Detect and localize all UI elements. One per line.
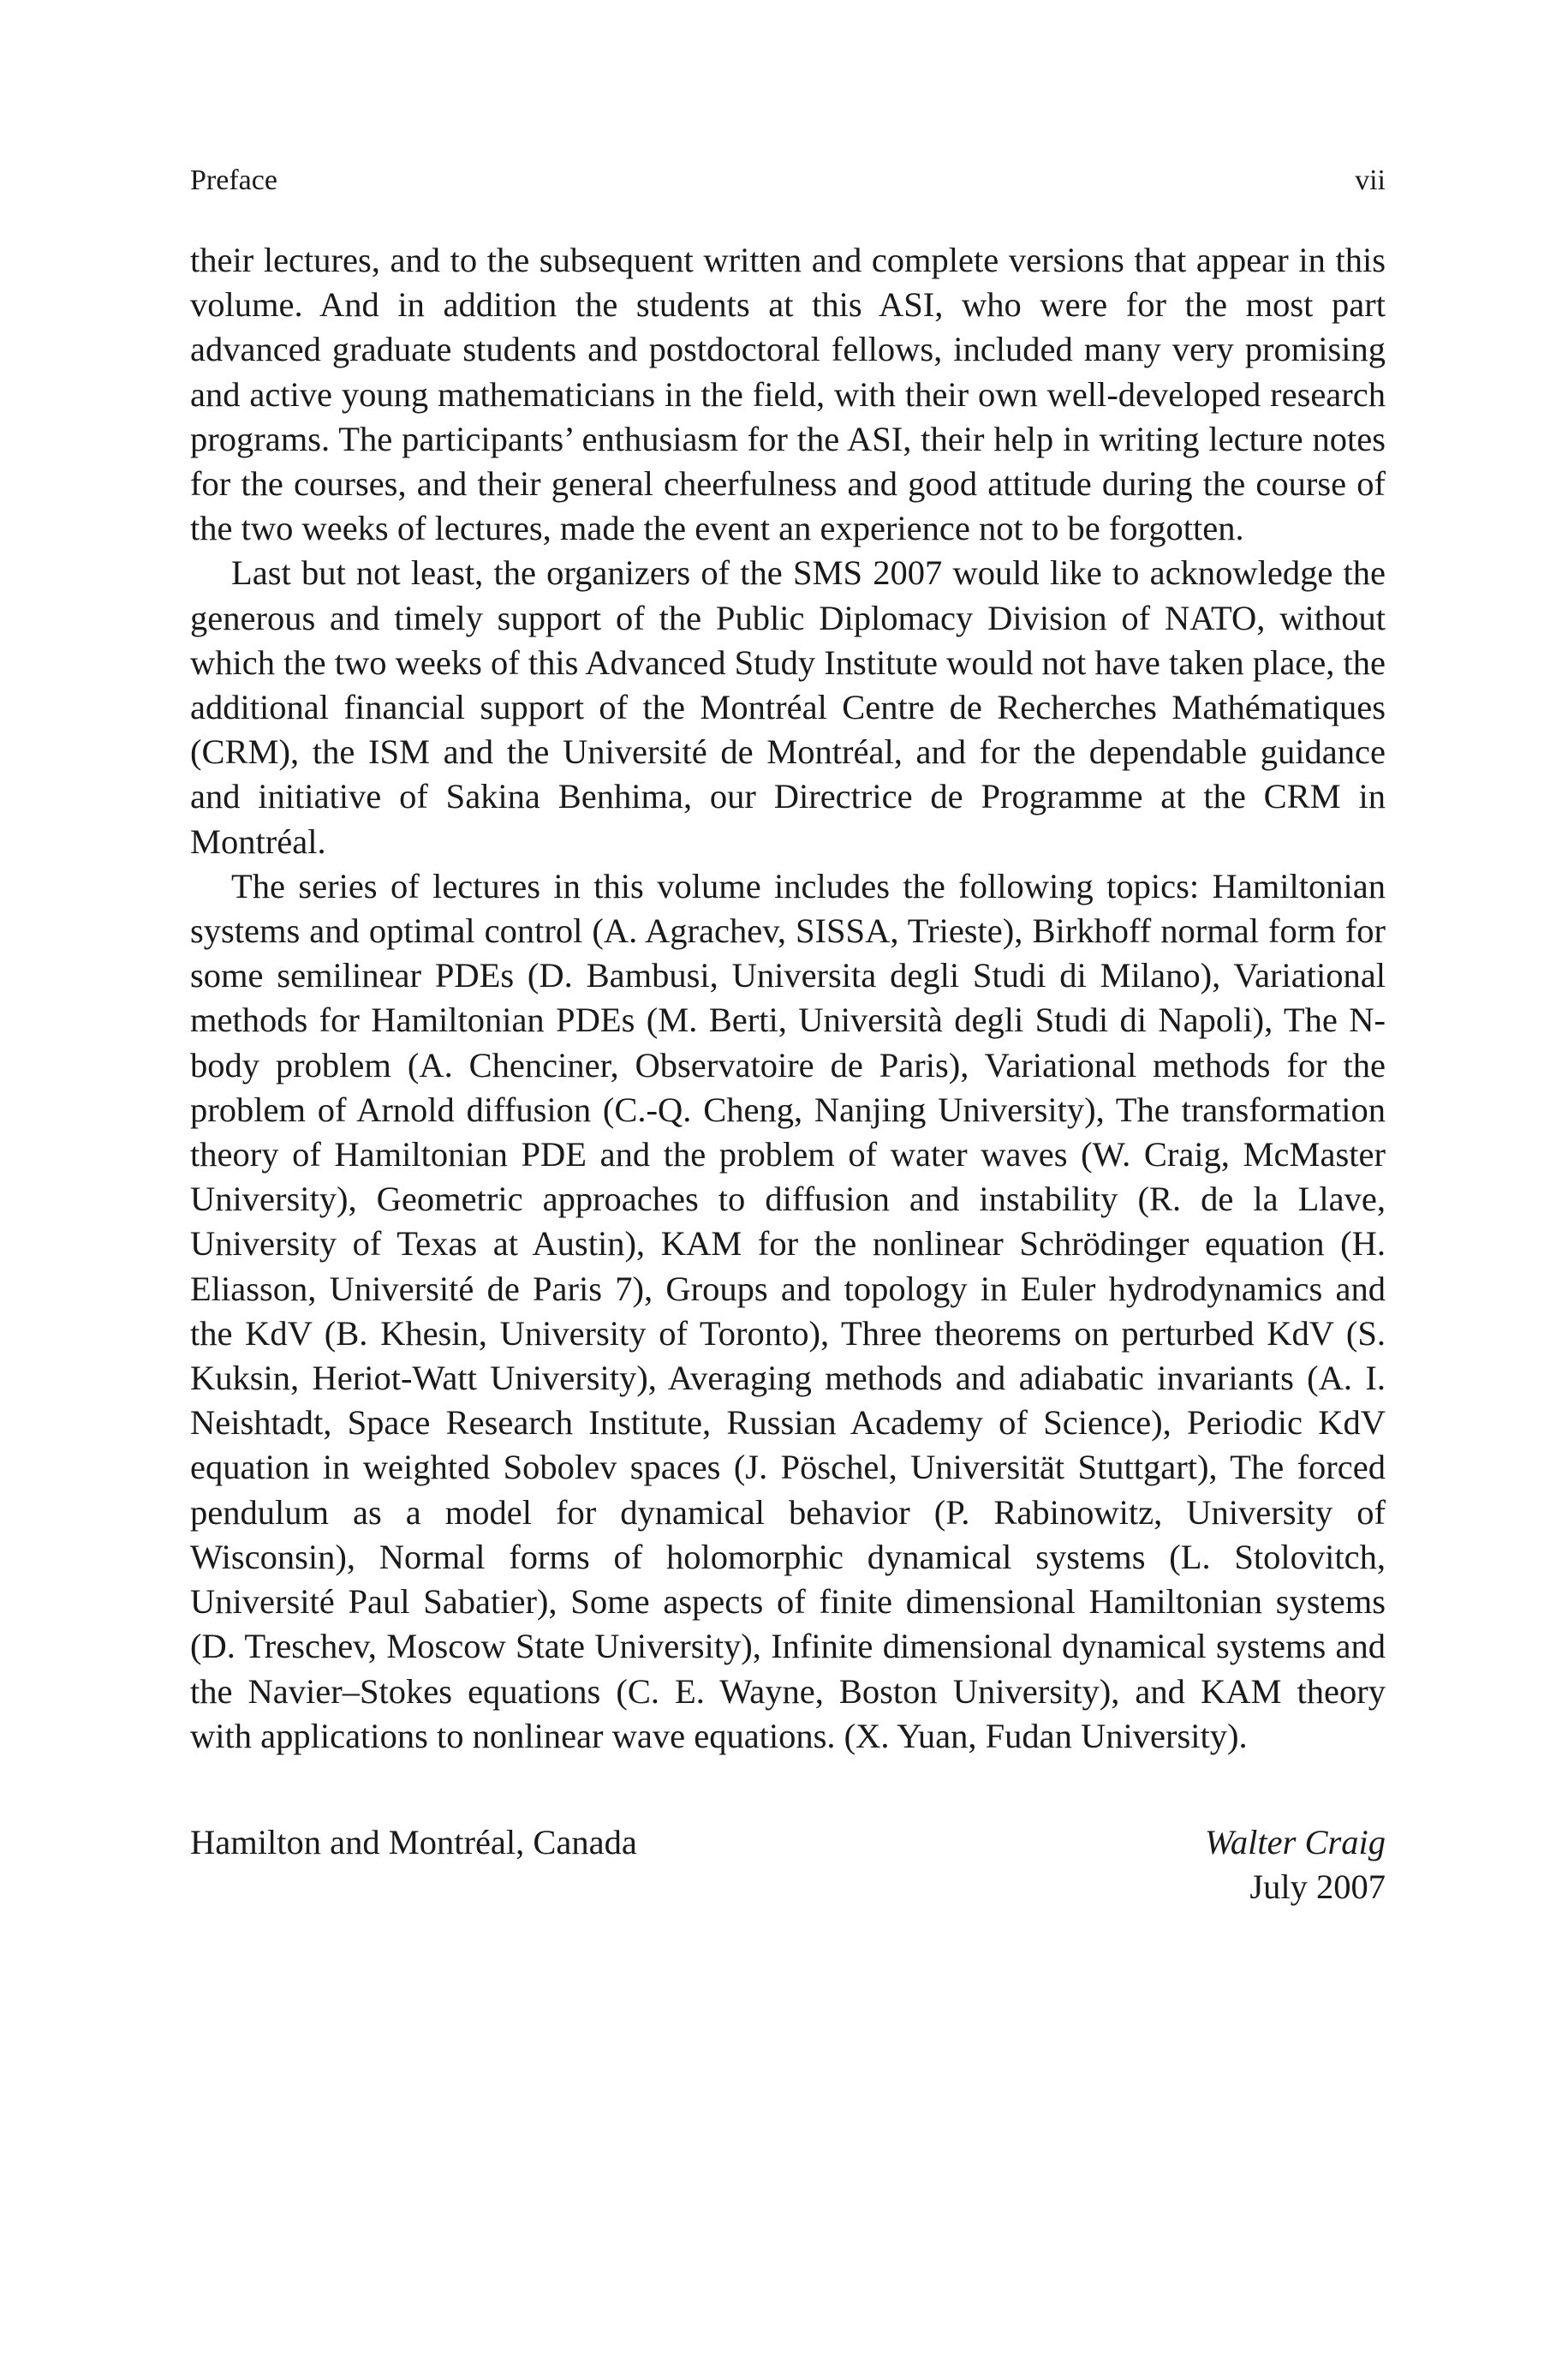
signature-author: Walter Craig — [1204, 1822, 1386, 1861]
running-head — [190, 159, 1386, 202]
running-head-title: Preface — [190, 164, 277, 196]
document-page — [190, 159, 1386, 1909]
paragraph-continued: their lectures, and to the subsequent written and complete versions that appear in this volume. And in addition the students at this ASI, who were for the most part advanced graduate students and postdoctoral fellows, included many very promising and active young mathematicians in the field, with their own well-developed research programs. The participants’ enthusiasm for the ASI, their help in writing lecture notes for the courses, and their general cheerfulness and good attitude during the course of the two weeks of lectures, made the event an experience not to be forgotten. — [190, 241, 1386, 548]
signature-date: July 2007 — [1249, 1867, 1386, 1906]
signature-block — [190, 1820, 1386, 1909]
paragraph-lecture-topics: The series of lectures in this volume includes the following topics: Hamiltonian systems and optimal control (A. Agrachev, SISSA, Trieste), Birkhoff normal form for some semilinear PDEs (D. Bambusi, Universita degli Studi di Milano), Variational methods for Hamiltonian PDEs (M. Berti, Università degli Studi di Napoli), The N-body problem (A. Chenciner, Observatoire de Paris), Variational methods for the problem of Arnold diffusion (C.-Q. Cheng, Nanjing University), The transformation theory of Hamiltonian PDE and the problem of water waves (W. Craig, McMaster University), Geometric approaches to diffusion and instability (R. de la Llave, University of Texas at Austin), KAM for the nonlinear Schrödinger equation (H. Eliasson, Université de Paris 7), Groups and topology in Euler hydrodynamics and the KdV (B. Khesin, University of Toronto), Three theorems on perturbed KdV (S. Kuksin, Heriot-Watt University), Averaging methods and adiabatic invariants (A. I. Neishtadt, Space Research Institute, Russian Academy of Science), Periodic KdV equation in weighted Sobolev spaces (J. Pöschel, Universität Stuttgart), The forced pendulum as a model for dynamical behavior (P. Rabinowitz, University of Wisconsin), Normal forms of holomorphic dynamical systems (L. Stolovitch, Université Paul Sabatier), Some aspects of finite dimensional Hamiltonian systems (D. Treschev, Moscow State University), Infinite dimensional dynamical systems and the Navier–Stokes equations (C. E. Wayne, Boston University), and KAM theory with applications to nonlinear wave equations. (X. Yuan, Fudan University). — [190, 866, 1386, 1755]
signature-place: Hamilton and Montréal, Canada — [190, 1822, 637, 1861]
page-number: vii — [1355, 164, 1386, 196]
preface-body — [190, 238, 1386, 1759]
paragraph-acknowledgements: Last but not least, the organizers of the SMS 2007 would like to acknowledge the generous and timely support of the Public Diplomacy Division of NATO, without which the two weeks of this Advanced Study Institute would not have taken place, the additional financial support of the Montréal Centre de Recherches Mathématiques (CRM), the ISM and the Université de Montréal, and for the dependable guidance and initiative of Sakina Benhima, our Directrice de Programme at the CRM in Montréal. — [190, 553, 1386, 861]
signature-author-date — [1205, 1820, 1386, 1909]
